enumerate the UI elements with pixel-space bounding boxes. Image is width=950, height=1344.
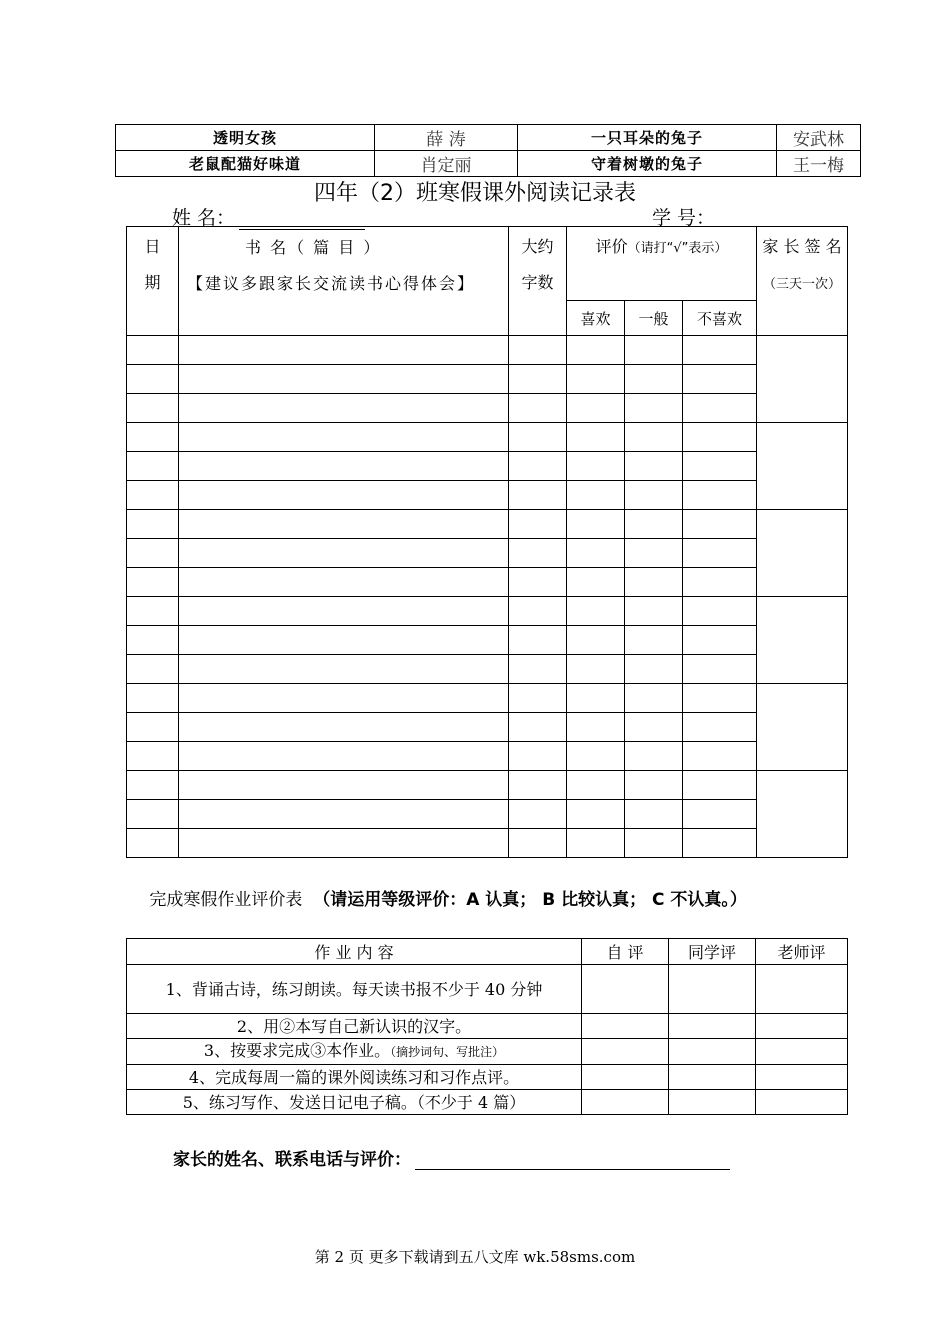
homework-item: 1、背诵古诗，练习朗读。每天读书报不少于 40 分钟	[127, 965, 582, 1014]
table-row	[127, 336, 848, 365]
table-row	[127, 423, 848, 452]
table-row	[127, 655, 848, 684]
content-header: 作 业 内 容	[127, 939, 582, 965]
table-row	[127, 742, 848, 771]
word-count-header: 大约 字数	[509, 227, 567, 336]
book-cell[interactable]	[179, 539, 509, 568]
ok-cell[interactable]	[625, 800, 683, 829]
dislike-cell[interactable]	[683, 365, 757, 394]
date-cell[interactable]	[127, 423, 179, 452]
table-row	[116, 125, 861, 151]
date-cell[interactable]	[127, 829, 179, 858]
dislike-cell[interactable]	[683, 336, 757, 365]
like-cell[interactable]	[567, 626, 625, 655]
self-eval-header: 自 评	[582, 939, 669, 965]
parent-sign-cell[interactable]	[757, 597, 848, 684]
like-cell[interactable]	[567, 800, 625, 829]
reading-log-table	[126, 226, 848, 858]
ok-cell[interactable]	[625, 655, 683, 684]
like-cell[interactable]	[567, 771, 625, 800]
peer-eval-cell[interactable]	[669, 1065, 756, 1090]
ok-cell[interactable]	[625, 568, 683, 597]
ok-cell[interactable]	[625, 481, 683, 510]
self-eval-cell[interactable]	[582, 1014, 669, 1039]
table-row	[127, 510, 848, 539]
like-cell[interactable]	[567, 742, 625, 771]
book-cell[interactable]	[179, 481, 509, 510]
book-cell[interactable]	[179, 365, 509, 394]
word-count-cell[interactable]	[509, 510, 567, 539]
parent-info-label: 家长的姓名、联系电话与评价：	[173, 1150, 411, 1170]
book-cell[interactable]	[179, 713, 509, 742]
dislike-cell[interactable]	[683, 829, 757, 858]
table-row	[127, 965, 848, 1014]
word-count-cell[interactable]	[509, 568, 567, 597]
student-id-label: 学 号：	[652, 207, 716, 229]
teacher-eval-cell[interactable]	[756, 1039, 848, 1065]
book-cell[interactable]	[179, 771, 509, 800]
table-row	[127, 365, 848, 394]
parent-sign-cell[interactable]	[757, 510, 848, 597]
word-count-cell[interactable]	[509, 713, 567, 742]
book-cell[interactable]	[179, 394, 509, 423]
peer-eval-cell[interactable]	[669, 1090, 756, 1115]
table-row	[127, 394, 848, 423]
self-eval-cell[interactable]	[582, 965, 669, 1014]
ok-cell[interactable]	[625, 742, 683, 771]
self-eval-cell[interactable]	[582, 1039, 669, 1065]
word-count-cell[interactable]	[509, 771, 567, 800]
book-cell[interactable]	[179, 684, 509, 713]
date-cell[interactable]	[127, 394, 179, 423]
date-cell[interactable]	[127, 771, 179, 800]
teacher-eval-cell[interactable]	[756, 1065, 848, 1090]
dislike-cell[interactable]	[683, 452, 757, 481]
book-cell[interactable]	[179, 510, 509, 539]
book-cell[interactable]	[179, 597, 509, 626]
date-cell[interactable]	[127, 684, 179, 713]
like-cell[interactable]	[567, 539, 625, 568]
ok-cell[interactable]	[625, 539, 683, 568]
parent-sign-cell[interactable]	[757, 423, 848, 510]
dislike-cell[interactable]	[683, 539, 757, 568]
table-row	[127, 1014, 848, 1039]
book-title: 透明女孩	[116, 125, 375, 151]
ok-cell[interactable]	[625, 336, 683, 365]
homework-item: 2、用②本写自己新认识的汉字。	[127, 1014, 582, 1039]
book-cell[interactable]	[179, 800, 509, 829]
date-cell[interactable]	[127, 742, 179, 771]
peer-eval-cell[interactable]	[669, 1039, 756, 1065]
date-cell[interactable]	[127, 800, 179, 829]
date-cell[interactable]	[127, 626, 179, 655]
book-cell[interactable]	[179, 336, 509, 365]
like-cell[interactable]	[567, 365, 625, 394]
peer-eval-header: 同学评	[669, 939, 756, 965]
table-row	[127, 713, 848, 742]
book-title: 老鼠配猫好味道	[116, 151, 375, 177]
date-cell[interactable]	[127, 336, 179, 365]
date-cell[interactable]	[127, 510, 179, 539]
dislike-cell[interactable]	[683, 684, 757, 713]
dislike-header: 不喜欢	[683, 301, 757, 336]
table-row	[127, 626, 848, 655]
like-cell[interactable]	[567, 481, 625, 510]
teacher-eval-cell[interactable]	[756, 1014, 848, 1039]
dislike-cell[interactable]	[683, 597, 757, 626]
like-cell[interactable]	[567, 510, 625, 539]
book-author: 肖定丽	[375, 151, 518, 177]
parent-info-field	[173, 1145, 730, 1170]
word-count-cell[interactable]	[509, 684, 567, 713]
table-row	[127, 1039, 848, 1065]
ok-cell[interactable]	[625, 423, 683, 452]
ok-cell[interactable]	[625, 452, 683, 481]
word-count-cell[interactable]	[509, 800, 567, 829]
self-eval-cell[interactable]	[582, 1090, 669, 1115]
like-cell[interactable]	[567, 423, 625, 452]
homework-eval-table	[126, 938, 848, 1115]
teacher-eval-cell[interactable]	[756, 1090, 848, 1115]
date-cell[interactable]	[127, 539, 179, 568]
table-row	[127, 481, 848, 510]
table-row	[127, 771, 848, 800]
word-count-cell[interactable]	[509, 655, 567, 684]
table-row	[127, 1065, 848, 1090]
parent-sign-header: 家 长 签 名 （三天一次）	[757, 227, 848, 336]
table-row	[127, 829, 848, 858]
like-cell[interactable]	[567, 452, 625, 481]
recommended-books-table	[115, 124, 861, 177]
page-footer: 第 2 页 更多下载请到五八文库 wk.58sms.com	[314, 1248, 636, 1266]
ok-cell[interactable]	[625, 510, 683, 539]
like-cell[interactable]	[567, 568, 625, 597]
self-eval-cell[interactable]	[582, 1065, 669, 1090]
homework-item: 5、练习写作、发送日记电子稿。（不少于 4 篇）	[127, 1090, 582, 1115]
word-count-cell[interactable]	[509, 394, 567, 423]
dislike-cell[interactable]	[683, 394, 757, 423]
date-cell[interactable]	[127, 452, 179, 481]
peer-eval-cell[interactable]	[669, 1014, 756, 1039]
rating-header: 评价（请打“√”表示）	[567, 227, 757, 301]
book-cell[interactable]	[179, 655, 509, 684]
word-count-cell[interactable]	[509, 423, 567, 452]
book-author: 王一梅	[777, 151, 861, 177]
teacher-eval-cell[interactable]	[756, 965, 848, 1014]
table-row	[116, 151, 861, 177]
table-row	[127, 1090, 848, 1115]
ok-cell[interactable]	[625, 597, 683, 626]
date-cell[interactable]	[127, 568, 179, 597]
ok-cell[interactable]	[625, 394, 683, 423]
book-cell[interactable]	[179, 423, 509, 452]
dislike-cell[interactable]	[683, 481, 757, 510]
name-label: 姓 名：	[172, 207, 236, 229]
date-cell[interactable]	[127, 597, 179, 626]
ok-cell[interactable]	[625, 684, 683, 713]
parent-sign-cell[interactable]	[757, 684, 848, 771]
dislike-cell[interactable]	[683, 626, 757, 655]
parent-sign-cell[interactable]	[757, 771, 848, 858]
like-header: 喜欢	[567, 301, 625, 336]
word-count-cell[interactable]	[509, 742, 567, 771]
book-cell[interactable]	[179, 829, 509, 858]
book-title: 一只耳朵的兔子	[518, 125, 777, 151]
word-count-cell[interactable]	[509, 829, 567, 858]
book-cell[interactable]	[179, 568, 509, 597]
homework-item: 4、完成每周一篇的课外阅读练习和习作点评。	[127, 1065, 582, 1090]
dislike-cell[interactable]	[683, 771, 757, 800]
dislike-cell[interactable]	[683, 568, 757, 597]
like-cell[interactable]	[567, 713, 625, 742]
word-count-cell[interactable]	[509, 365, 567, 394]
book-title: 守着树墩的兔子	[518, 151, 777, 177]
like-cell[interactable]	[567, 829, 625, 858]
peer-eval-cell[interactable]	[669, 965, 756, 1014]
date-cell[interactable]	[127, 713, 179, 742]
like-cell[interactable]	[567, 655, 625, 684]
book-cell[interactable]	[179, 742, 509, 771]
date-cell[interactable]	[127, 365, 179, 394]
word-count-cell[interactable]	[509, 336, 567, 365]
table-row	[127, 568, 848, 597]
book-author: 薛 涛	[375, 125, 518, 151]
homework-eval-title: 完成寒假作业评价表 （请运用等级评价：A 认真； B 比较认真； C 不认真。）	[149, 890, 747, 910]
parent-sign-cell[interactable]	[757, 336, 848, 423]
dislike-cell[interactable]	[683, 713, 757, 742]
like-cell[interactable]	[567, 336, 625, 365]
table-row	[127, 539, 848, 568]
ok-cell[interactable]	[625, 713, 683, 742]
dislike-cell[interactable]	[683, 423, 757, 452]
word-count-cell[interactable]	[509, 626, 567, 655]
parent-info-blank[interactable]	[415, 1149, 730, 1170]
date-header: 日 期	[127, 227, 179, 336]
date-cell[interactable]	[127, 481, 179, 510]
teacher-eval-header: 老师评	[756, 939, 848, 965]
dislike-cell[interactable]	[683, 742, 757, 771]
word-count-cell[interactable]	[509, 539, 567, 568]
word-count-cell[interactable]	[509, 481, 567, 510]
book-cell[interactable]	[179, 452, 509, 481]
dislike-cell[interactable]	[683, 655, 757, 684]
table-row	[127, 684, 848, 713]
dislike-cell[interactable]	[683, 800, 757, 829]
homework-item: 3、按要求完成③本作业。（摘抄词句、写批注）	[127, 1039, 582, 1065]
word-count-cell[interactable]	[509, 452, 567, 481]
table-row	[127, 597, 848, 626]
like-cell[interactable]	[567, 597, 625, 626]
table-row	[127, 800, 848, 829]
page-title: 四年（2）班寒假课外阅读记录表	[314, 181, 636, 206]
ok-cell[interactable]	[625, 829, 683, 858]
like-cell[interactable]	[567, 394, 625, 423]
like-cell[interactable]	[567, 684, 625, 713]
ok-cell[interactable]	[625, 626, 683, 655]
date-cell[interactable]	[127, 655, 179, 684]
ok-cell[interactable]	[625, 771, 683, 800]
table-row	[127, 452, 848, 481]
ok-header: 一般	[625, 301, 683, 336]
book-author: 安武林	[777, 125, 861, 151]
book-cell[interactable]	[179, 626, 509, 655]
word-count-cell[interactable]	[509, 597, 567, 626]
dislike-cell[interactable]	[683, 510, 757, 539]
ok-cell[interactable]	[625, 365, 683, 394]
book-header: 书 名（ 篇 目 ） 【建议多跟家长交流读书心得体会】	[179, 227, 509, 336]
